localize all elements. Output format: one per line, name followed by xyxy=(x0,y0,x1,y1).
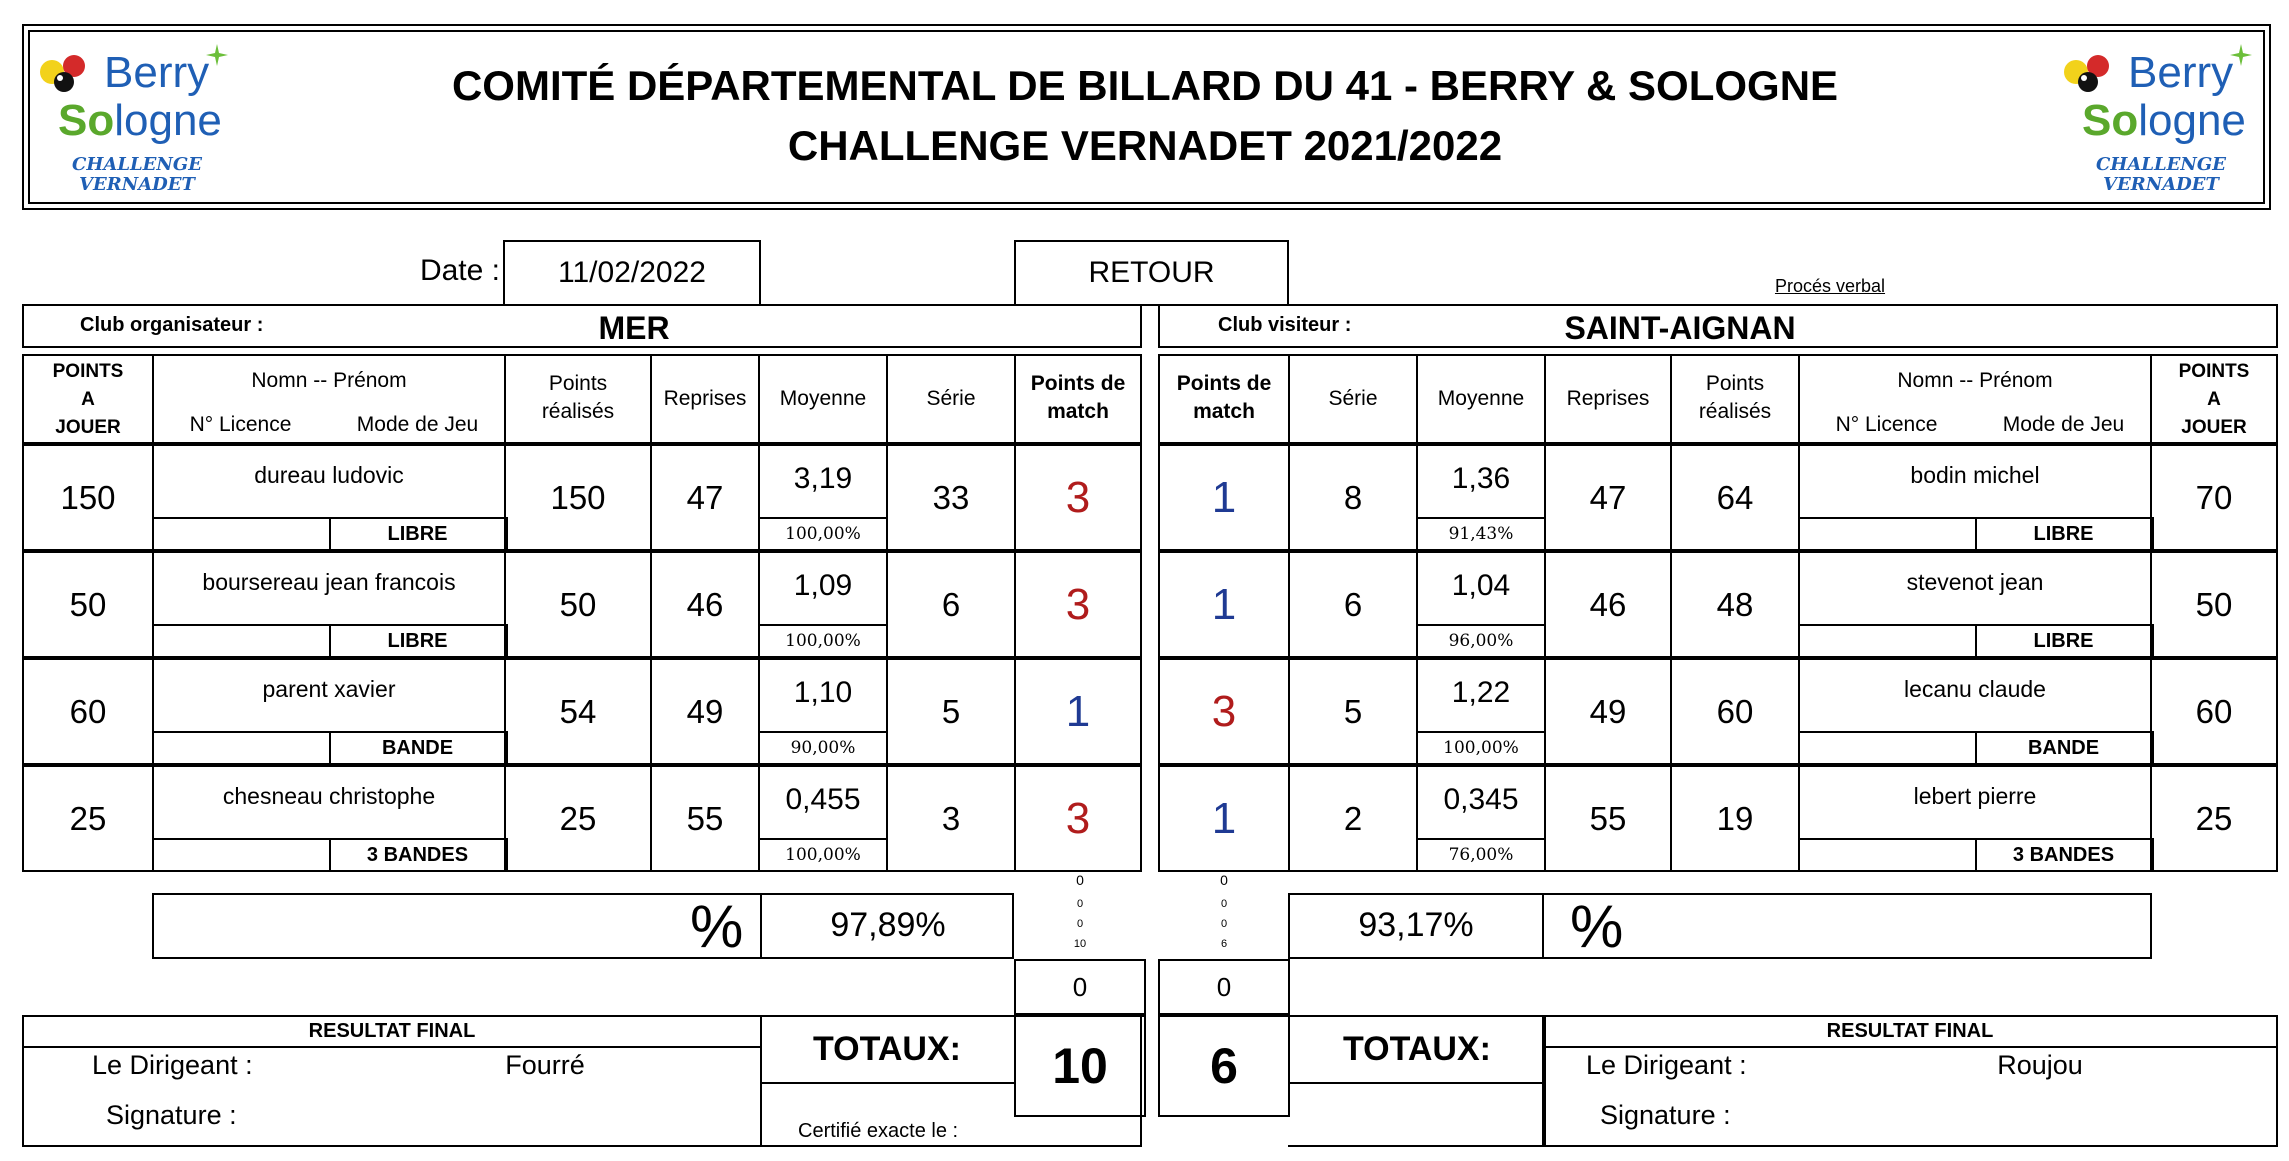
logo-left-sologne xyxy=(58,96,222,146)
home-row-3-reprises: 55 xyxy=(686,799,724,837)
away-row-1-reprises: 46 xyxy=(1589,585,1627,623)
leg-box xyxy=(1014,240,1289,306)
home-row-3-realises: 25 xyxy=(559,799,597,837)
home-row-0-points-jouer: 150 xyxy=(60,478,116,516)
home-bonus: 0 xyxy=(1072,971,1088,1002)
home-row-2-points-jouer: 60 xyxy=(69,692,107,730)
home-hdr-match-1: match xyxy=(1047,400,1109,423)
home-dirigeant-name: Fourré xyxy=(505,1050,585,1080)
away-club-label: Club visiteur : xyxy=(1218,314,1352,336)
home-total-pct: 97,89% xyxy=(830,906,946,944)
away-hdr-points-jouer-2: JOUER xyxy=(2181,417,2247,438)
home-row-3-player-name: chesneau christophe xyxy=(222,782,436,809)
home-row-2-mode: BANDE xyxy=(381,736,454,759)
home-row-1-realises: 50 xyxy=(559,585,597,623)
away-pct-symbol: % xyxy=(1570,893,1624,960)
away-hdr-moyenne: Moyenne xyxy=(1437,387,1525,410)
away-small-0: 0 xyxy=(1220,872,1228,888)
page-subtitle: CHALLENGE VERNADET 2021/2022 xyxy=(787,122,1503,169)
logo-left xyxy=(38,40,238,200)
home-hdr-match-0: Points de xyxy=(1030,372,1126,395)
home-hdr-serie: Série xyxy=(926,387,976,410)
certifie-label: Certifié exacte le : xyxy=(798,1120,959,1142)
header-frame-inner xyxy=(28,30,2265,204)
sparkle-icon xyxy=(2230,44,2252,66)
home-result-sep xyxy=(22,1046,762,1048)
home-row-2-reprises: 49 xyxy=(686,692,724,730)
home-row-3-serie: 3 xyxy=(941,799,961,837)
home-row-1-points-jouer: 50 xyxy=(69,585,107,623)
home-row-0-realises: 150 xyxy=(550,478,606,516)
home-hdr-realises-0: Points xyxy=(548,372,608,395)
away-total: 6 xyxy=(1210,1038,1238,1094)
home-total-box xyxy=(1014,1015,1146,1117)
home-small-1: 0 xyxy=(1076,898,1084,910)
away-row-3-moyenne: 0,345 xyxy=(1443,783,1519,816)
home-row-1-mode: LIBRE xyxy=(387,629,448,652)
away-row-2-mode: BANDE xyxy=(2027,736,2100,759)
away-result-label: RESULTAT FINAL xyxy=(1826,1020,1994,1042)
logo-left-challenge: CHALLENGE xyxy=(72,154,202,175)
home-row-0-serie: 33 xyxy=(932,478,970,516)
away-hdr-match-0: Points de xyxy=(1176,372,1272,395)
home-totaux-label: TOTAUX: xyxy=(813,1030,961,1068)
home-row-0-pct: 100,00% xyxy=(785,524,861,544)
away-hdr-serie: Série xyxy=(1328,387,1378,410)
home-small-2: 0 xyxy=(1076,918,1084,930)
logo-right-so: So xyxy=(2082,96,2139,145)
away-totaux-label: TOTAUX: xyxy=(1343,1030,1491,1068)
away-row-1-realises: 48 xyxy=(1716,585,1754,623)
home-hdr-realises-1: réalisés xyxy=(541,400,615,423)
home-row-2-points-match: 1 xyxy=(1065,686,1091,736)
home-signature-label: Signature : xyxy=(106,1100,237,1130)
home-hdr-points-jouer-1: A xyxy=(81,389,95,410)
home-result-label: RESULTAT FINAL xyxy=(308,1020,476,1042)
away-row-0-reprises: 47 xyxy=(1589,478,1627,516)
away-row-1-pct: 96,00% xyxy=(1448,631,1514,651)
away-row-3-mode: 3 BANDES xyxy=(2012,843,2115,866)
away-row-1-player-name: stevenot jean xyxy=(1906,568,2044,595)
page-title: COMITÉ DÉPARTEMENTAL DE BILLARD DU 41 - BERRY & SOLOGNE xyxy=(451,62,1839,109)
away-row-3-points-jouer: 25 xyxy=(2195,799,2233,837)
home-total: 10 xyxy=(1052,1038,1108,1094)
home-row-1-serie: 6 xyxy=(941,585,961,623)
away-hdr-match-1: match xyxy=(1193,400,1255,423)
logo-left-logne: logne xyxy=(114,96,222,145)
away-totals-sep xyxy=(1288,1082,1544,1084)
home-row-1-pct: 100,00% xyxy=(785,631,861,651)
logo-left-vernadet: VERNADET xyxy=(79,174,195,195)
away-row-2-points-jouer: 60 xyxy=(2195,692,2233,730)
home-club-name: MER xyxy=(598,310,670,346)
logo-left-berry: Berry xyxy=(104,48,210,97)
home-row-2-serie: 5 xyxy=(941,692,961,730)
home-hdr-nom-prenom: Nomn -- Prénom xyxy=(251,369,407,392)
away-bonus: 0 xyxy=(1216,971,1232,1002)
away-hdr-reprises: Reprises xyxy=(1566,387,1650,410)
away-row-1-serie: 6 xyxy=(1343,585,1363,623)
home-row-3-pct: 100,00% xyxy=(785,845,861,865)
away-small-2: 0 xyxy=(1220,918,1228,930)
home-row-0-moyenne: 3,19 xyxy=(793,462,853,495)
away-dirigeant-name: Roujou xyxy=(1997,1050,2083,1080)
home-row-2-moyenne: 1,10 xyxy=(793,676,853,709)
away-row-3-realises: 19 xyxy=(1716,799,1754,837)
away-total-box xyxy=(1158,1015,1290,1117)
leg-text: RETOUR xyxy=(1088,256,1215,289)
home-club-label: Club organisateur : xyxy=(80,314,264,336)
home-hdr-reprises: Reprises xyxy=(663,387,747,410)
away-result-sep xyxy=(1542,1046,2278,1048)
away-signature-label: Signature : xyxy=(1600,1100,1731,1130)
away-row-1-points-match: 1 xyxy=(1211,579,1237,629)
sparkle-icon xyxy=(206,44,228,66)
away-row-2-reprises: 49 xyxy=(1589,692,1627,730)
away-bonus-box xyxy=(1158,959,1290,1015)
home-dirigeant-label: Le Dirigeant : xyxy=(92,1050,253,1080)
away-row-2-player-name: lecanu claude xyxy=(1904,675,2046,702)
away-hdr-licence: N° Licence xyxy=(1835,413,1938,436)
logo-right-vernadet: VERNADET xyxy=(2103,174,2219,195)
away-row-0-points-jouer: 70 xyxy=(2195,478,2233,516)
logo-left-so: So xyxy=(58,96,115,145)
away-row-3-points-match: 1 xyxy=(1211,793,1237,843)
logo-right-sologne xyxy=(2082,96,2246,146)
away-hdr-points-jouer-0: POINTS xyxy=(2178,361,2250,382)
away-club-bar xyxy=(1158,304,2278,348)
away-row-0-points-match: 1 xyxy=(1211,472,1237,522)
home-row-3-moyenne: 0,455 xyxy=(785,783,861,816)
billiard-balls-icon xyxy=(2062,52,2128,98)
away-hdr-mode: Mode de Jeu xyxy=(2002,413,2125,436)
home-club-bar xyxy=(22,304,1142,348)
away-dirigeant-label: Le Dirigeant : xyxy=(1586,1050,1747,1080)
logo-right-logne: logne xyxy=(2138,96,2246,145)
home-row-0-reprises: 47 xyxy=(686,478,724,516)
away-row-1-points-jouer: 50 xyxy=(2195,585,2233,623)
away-row-3-pct: 76,00% xyxy=(1448,845,1514,865)
away-row-0-player-name: bodin michel xyxy=(1910,461,2040,488)
away-hdr-nom-prenom: Nomn -- Prénom xyxy=(1897,369,2053,392)
away-row-3-serie: 2 xyxy=(1343,799,1363,837)
home-row-1-player-name: boursereau jean francois xyxy=(202,568,456,595)
home-row-0-player-name: dureau ludovic xyxy=(254,461,404,488)
away-row-2-serie: 5 xyxy=(1343,692,1363,730)
home-hdr-licence: N° Licence xyxy=(189,413,292,436)
home-row-0-points-match: 3 xyxy=(1065,472,1091,522)
away-row-0-mode: LIBRE xyxy=(2033,522,2094,545)
home-pct-symbol: % xyxy=(690,893,744,960)
home-row-1-reprises: 46 xyxy=(686,585,724,623)
home-small-3: 10 xyxy=(1073,938,1087,950)
away-row-0-pct: 91,43% xyxy=(1448,524,1514,544)
away-hdr-points-jouer-1: A xyxy=(2207,389,2221,410)
home-row-2-realises: 54 xyxy=(559,692,597,730)
away-small-3: 6 xyxy=(1220,938,1228,950)
home-small-0: 0 xyxy=(1076,872,1084,888)
home-row-3-mode: 3 BANDES xyxy=(366,843,469,866)
home-row-2-player-name: parent xavier xyxy=(262,675,396,702)
away-row-2-points-match: 3 xyxy=(1211,686,1237,736)
away-row-1-moyenne: 1,04 xyxy=(1451,569,1511,602)
home-bonus-box xyxy=(1014,959,1146,1015)
away-summary-divider xyxy=(1542,893,1544,959)
away-row-0-realises: 64 xyxy=(1716,478,1754,516)
home-hdr-points-jouer-0: POINTS xyxy=(52,361,124,382)
home-row-0-mode: LIBRE xyxy=(387,522,448,545)
billiard-balls-icon xyxy=(38,52,104,98)
date-value xyxy=(503,240,761,306)
logo-right-challenge: CHALLENGE xyxy=(2096,154,2226,175)
away-row-0-moyenne: 1,36 xyxy=(1451,462,1511,495)
away-hdr-realises-1: réalisés xyxy=(1698,400,1772,423)
logo-right-berry: Berry xyxy=(2128,48,2234,97)
away-row-2-pct: 100,00% xyxy=(1443,738,1519,758)
away-club-name: SAINT-AIGNAN xyxy=(1564,310,1796,346)
home-hdr-moyenne: Moyenne xyxy=(779,387,867,410)
away-row-0-serie: 8 xyxy=(1343,478,1363,516)
away-row-2-realises: 60 xyxy=(1716,692,1754,730)
date-value-text: 11/02/2022 xyxy=(558,256,706,289)
away-row-3-reprises: 55 xyxy=(1589,799,1627,837)
home-row-3-points-match: 3 xyxy=(1065,793,1091,843)
home-row-1-moyenne: 1,09 xyxy=(793,569,853,602)
home-totals-sep xyxy=(760,1082,1014,1084)
away-small-1: 0 xyxy=(1220,898,1228,910)
away-row-1-mode: LIBRE xyxy=(2033,629,2094,652)
proces-verbal-link[interactable]: Procés verbal xyxy=(1774,276,1886,296)
home-row-1-points-match: 3 xyxy=(1065,579,1091,629)
away-total-pct: 93,17% xyxy=(1358,906,1474,944)
home-hdr-points-jouer-2: JOUER xyxy=(55,417,121,438)
away-hdr-realises-0: Points xyxy=(1705,372,1765,395)
home-row-2-pct: 90,00% xyxy=(790,738,856,758)
home-hdr-mode: Mode de Jeu xyxy=(356,413,479,436)
away-row-3-player-name: lebert pierre xyxy=(1913,782,2037,809)
away-row-2-moyenne: 1,22 xyxy=(1451,676,1511,709)
home-row-3-points-jouer: 25 xyxy=(69,799,107,837)
logo-right xyxy=(2062,40,2262,200)
date-label: Date : xyxy=(419,254,500,287)
